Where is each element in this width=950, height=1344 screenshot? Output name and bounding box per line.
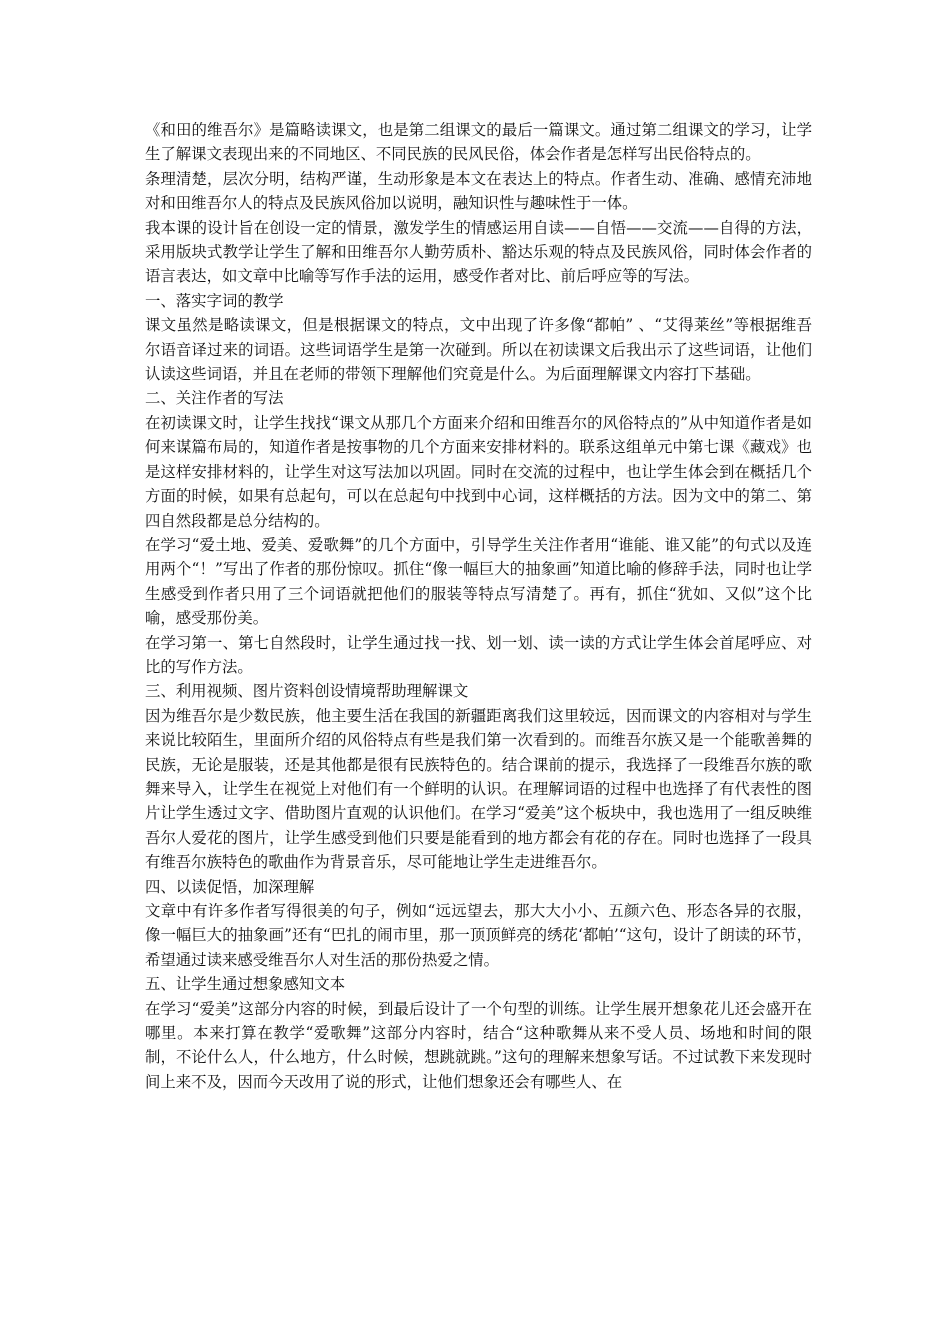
intro-paragraph-1: 《和田的维吾尔》是篇略读课文，也是第二组课文的最后一篇课文。通过第二组课文的学习，让学生了解课文表现出来的不同地区、不同民族的民风民俗，体会作者是怎样写出民俗特点的。	[145, 121, 812, 164]
section-heading-2: 二、关注作者的写法	[145, 389, 284, 408]
section-1-paragraph: 课文虽然是略读课文，但是根据课文的特点，文中出现了许多像“都帕” 、“艾得莱丝”等根据维吾尔语音译过来的词语。这些词语学生是第一次碰到。所以在初读课文后我出示了这些词语，让他们认读这些词语，并且在老师的带领下理解他们究竟是什么。为后面理解课文内容打下基础。	[145, 316, 812, 384]
section-heading-1: 一、落实字词的教学	[145, 291, 284, 310]
section-5-paragraph: 在学习“爱美”这部分内容的时候，到最后设计了一个句型的训练。让学生展开想象花儿还会盛开在哪里。本来打算在教学“爱歌舞”这部分内容时，结合“这种歌舞从来不受人员、场地和时间的限制，不论什么人，什么地方，什么时候，想跳就跳。”这句的理解来想象写话。不过试教下来发现时间上来不及，因而今天改用了说的形式，让他们想象还会有哪些人、在	[145, 999, 812, 1091]
document-body	[145, 118, 812, 1094]
section-2-paragraph-1: 在初读课文时，让学生找找“课文从那几个方面来介绍和田维吾尔的风俗特点的”从中知道作者是如何来谋篇布局的，知道作者是按事物的几个方面来安排材料的。联系这组单元中第七课《藏戏》也是这样安排材料的，让学生对这写法加以巩固。同时在交流的过程中，也让学生体会到在概括几个方面的时候，如果有总起句，可以在总起句中找到中心词，这样概括的方法。因为文中的第二、第四自然段都是总分结构的。	[145, 413, 812, 530]
section-heading-3: 三、利用视频、图片资料创设情境帮助理解课文	[145, 682, 469, 701]
section-2-paragraph-3: 在学习第一、第七自然段时，让学生通过找一找、划一划、读一读的方式让学生体会首尾呼应、对比的写作方法。	[145, 633, 812, 676]
section-heading-5: 五、让学生通过想象感知文本	[145, 975, 346, 994]
intro-paragraph-2: 条理清楚，层次分明，结构严谨，生动形象是本文在表达上的特点。作者生动、准确、感情充沛地对和田维吾尔人的特点及民族风俗加以说明，融知识性与趣味性于一体。	[145, 169, 812, 213]
section-4-paragraph: 文章中有许多作者写得很美的句子，例如“远远望去，那大大小小、五颜六色、形态各异的衣服，像一幅巨大的抽象画”还有“巴扎的闹市里，那一顶顶鲜亮的绣花‘都帕’“这句，设计了朗读的环节，希望通过读来感受维吾尔人对生活的那份热爱之情。	[145, 902, 812, 969]
section-3-paragraph: 因为维吾尔是少数民族，他主要生活在我国的新疆距离我们这里较远，因而课文的内容相对与学生来说比较陌生，里面所介绍的风俗特点有些是我们第一次看到的。而维吾尔族又是一个能歌善舞的民族，无论是服装，还是其他都是很有民族特色的。结合课前的提示，我选择了一段维吾尔族的歌舞来导入，让学生在视觉上对他们有一个鲜明的认识。在理解词语的过程中也选择了有代表性的图片让学生透过文字、借助图片直观的认识他们。在学习“爱美”这个板块中，我也选用了一组反映维吾尔人爱花的图片，让学生感受到他们只要是能看到的地方都会有花的存在。同时也选择了一段具有维吾尔族特色的歌曲作为背景音乐，尽可能地让学生走进维吾尔。	[145, 706, 812, 872]
section-heading-4: 四、以读促悟，加深理解	[145, 877, 315, 896]
intro-paragraph-3: 我本课的设计旨在创设一定的情景，激发学生的情感运用自读——自悟——交流——自得的方法，采用版块式教学让学生了解和田维吾尔人勤劳质朴、豁达乐观的特点及民族风俗，同时体会作者的语言表达，如文章中比喻等写作手法的运用，感受作者对比、前后呼应等的写法。	[145, 218, 812, 286]
section-2-paragraph-2: 在学习“爱土地、爱美、爱歌舞”的几个方面中，引导学生关注作者用“谁能、谁又能”的句式以及连用两个“！”写出了作者的那份惊叹。抓住“像一幅巨大的抽象画”知道比喻的修辞手法，同时也让学生感受到作者只用了三个词语就把他们的服装等特点写清楚了。再有，抓住“犹如、又似”这个比喻，感受那份美。	[145, 535, 812, 628]
